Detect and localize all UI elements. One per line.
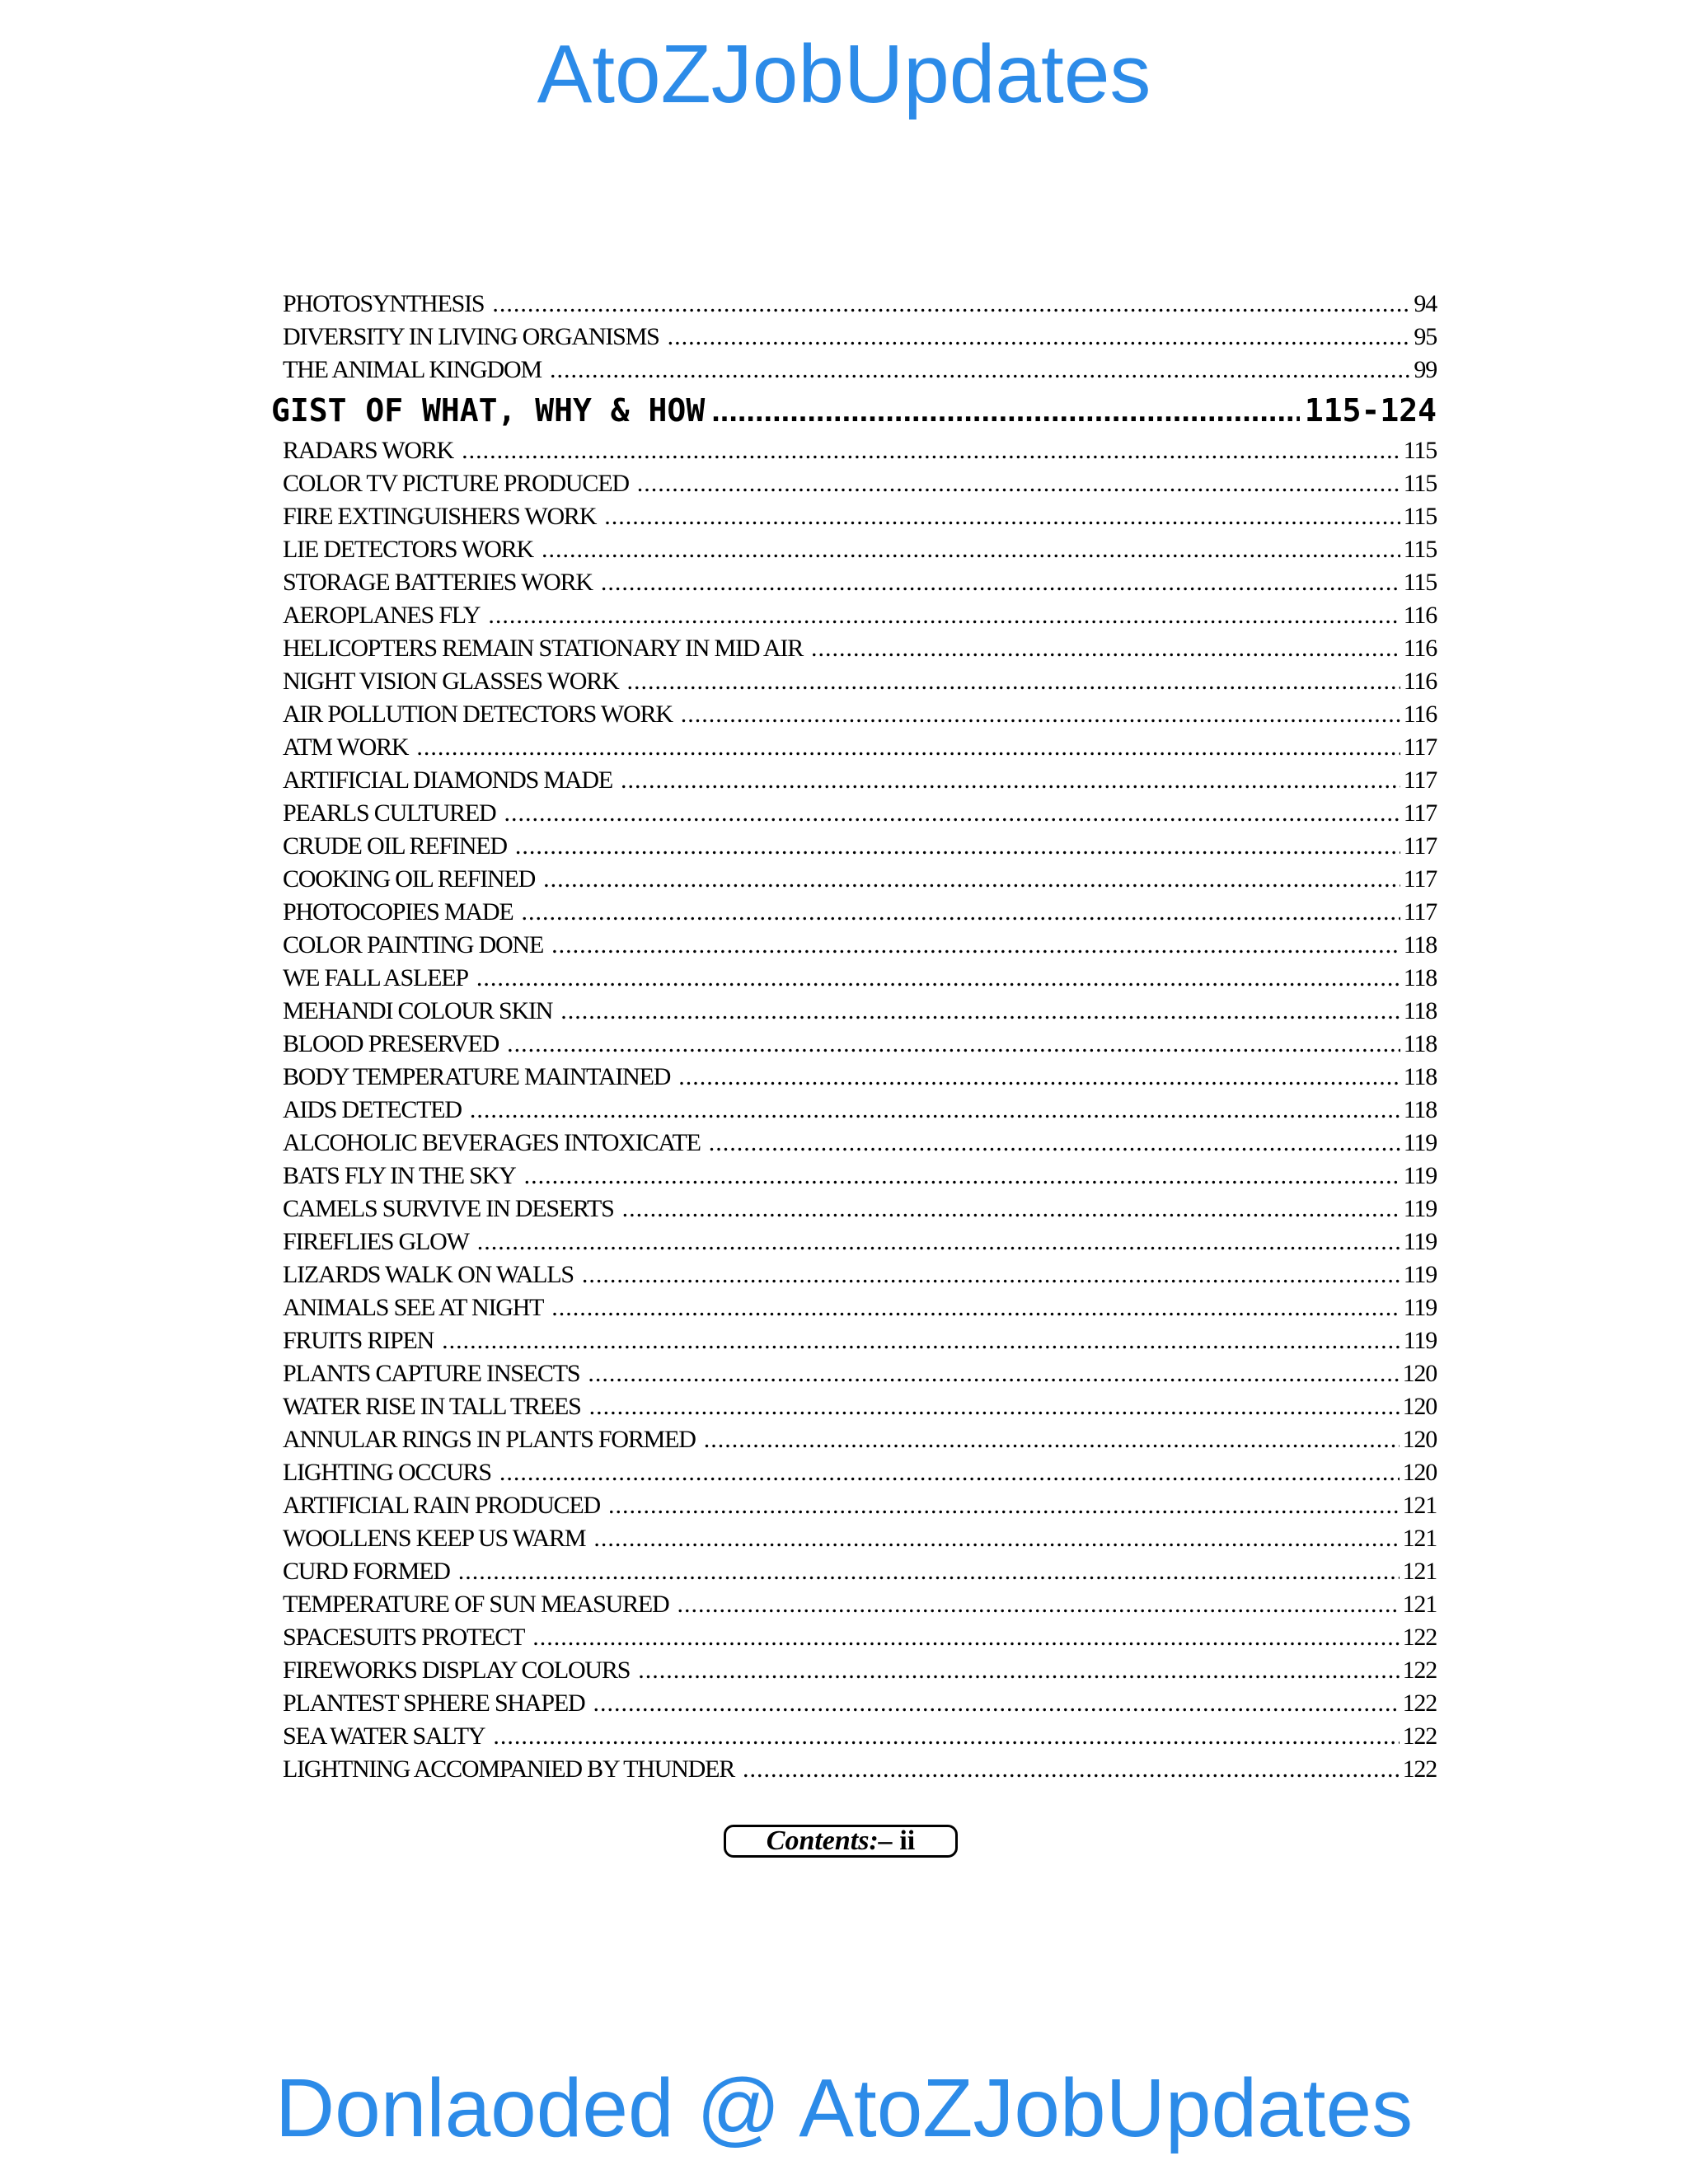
toc-entry: [283, 1624, 1437, 1657]
toc-entry-label: COLOR PAINTING DONE: [283, 931, 544, 958]
toc-dot-leader: [589, 1393, 1400, 1421]
toc-entry-page: 121: [1402, 1558, 1437, 1585]
toc-entry-label: CURD FORMED: [283, 1558, 450, 1585]
toc-dot-leader: [551, 1294, 1400, 1322]
toc-entry: [283, 1327, 1437, 1360]
toc-entry-page: 116: [1403, 602, 1437, 629]
toc-entry-label: DIVERSITY IN LIVING ORGANISMS: [283, 323, 659, 350]
toc-entry: [283, 1591, 1437, 1624]
toc-dot-leader: [507, 1030, 1400, 1058]
header-banner: AtoZJobUpdates: [537, 28, 1151, 120]
toc-dot-leader: [504, 799, 1400, 827]
toc-entry: [283, 931, 1437, 964]
toc-entry-page: 116: [1403, 668, 1437, 695]
toc-entry-page: 117: [1403, 832, 1437, 860]
toc-entry: [283, 1261, 1437, 1294]
toc-entry-label: PHOTOSYNTHESIS: [283, 290, 485, 317]
toc-entry-page: 115: [1403, 569, 1437, 596]
toc-entries-group: [283, 437, 1437, 1788]
toc-entry-page: 99: [1414, 356, 1437, 383]
toc-entry: [283, 1360, 1437, 1393]
toc-entry: [283, 602, 1437, 635]
toc-entry-label: LIGHTNING ACCOMPANIED BY THUNDER: [283, 1755, 735, 1783]
toc-entry-label: COOKING OIL REFINED: [283, 865, 536, 893]
toc-entry: [283, 1492, 1437, 1525]
toc-dot-leader: [521, 898, 1400, 926]
toc-entry: [283, 964, 1437, 997]
toc-entry-label: SPACESUITS PROTECT: [283, 1624, 525, 1651]
toc-dot-leader: [668, 323, 1411, 351]
toc-entry-label: PLANTEST SPHERE SHAPED: [283, 1690, 585, 1717]
toc-entry-page: 115: [1403, 437, 1437, 464]
toc-entry: [283, 1690, 1437, 1722]
toc-entry: [283, 323, 1437, 356]
toc-dot-leader: [627, 668, 1400, 696]
toc-entry-label: PHOTOCOPIES MADE: [283, 898, 513, 926]
toc-entry-page: 115: [1403, 503, 1437, 530]
toc-entry: [283, 1030, 1437, 1063]
toc-dot-leader: [462, 437, 1400, 465]
toc-entry: [283, 1063, 1437, 1096]
table-of-contents: [271, 290, 1437, 1788]
toc-entry: [283, 1459, 1437, 1492]
toc-entry: [283, 356, 1437, 389]
toc-entry-label: PEARLS CULTURED: [283, 799, 496, 827]
toc-dot-leader: [542, 536, 1400, 564]
toc-entry-label: ANNULAR RINGS IN PLANTS FORMED: [283, 1426, 696, 1453]
toc-dot-leader: [811, 635, 1400, 663]
toc-dot-leader: [678, 1591, 1400, 1619]
toc-entry: [283, 1195, 1437, 1228]
toc-entry-label: NIGHT VISION GLASSES WORK: [283, 668, 619, 695]
toc-entry-label: AIDS DETECTED: [283, 1096, 462, 1123]
toc-entry: [283, 799, 1437, 832]
toc-entry: [283, 1162, 1437, 1195]
toc-entry-label: FRUITS RIPEN: [283, 1327, 434, 1354]
toc-entry-page: 120: [1402, 1426, 1437, 1453]
toc-entry-page: 122: [1402, 1657, 1437, 1684]
toc-dot-leader: [515, 832, 1400, 860]
toc-entry: [283, 733, 1437, 766]
toc-entry-page: 119: [1403, 1327, 1437, 1354]
toc-entry-page: 116: [1403, 701, 1437, 728]
toc-entry: [283, 1722, 1437, 1755]
toc-dot-leader: [582, 1261, 1400, 1289]
toc-entry-label: ARTIFICIAL RAIN PRODUCED: [283, 1492, 600, 1519]
toc-entry-label: ANIMALS SEE AT NIGHT: [283, 1294, 544, 1321]
toc-entry: [283, 503, 1437, 536]
toc-entry: [283, 1525, 1437, 1558]
toc-entry-page: 119: [1403, 1195, 1437, 1222]
toc-entry-label: WOOLLENS KEEP US WARM: [283, 1525, 586, 1552]
toc-dot-leader: [477, 1228, 1400, 1256]
toc-dot-leader: [588, 1360, 1399, 1388]
toc-dot-leader: [543, 865, 1400, 893]
toc-entry-label: ATM WORK: [283, 733, 409, 761]
footer-banner: Donlaoded @ AtoZJobUpdates: [274, 2062, 1414, 2154]
toc-entry: [283, 536, 1437, 569]
toc-entry-label: THE ANIMAL KINGDOM: [283, 356, 542, 383]
toc-entry: [283, 1129, 1437, 1162]
toc-entry-page: 95: [1414, 323, 1437, 350]
toc-dot-leader: [458, 1558, 1400, 1586]
toc-entry-label: MEHANDI COLOUR SKIN: [283, 997, 553, 1024]
toc-entry: [283, 437, 1437, 470]
toc-dot-leader: [604, 503, 1400, 531]
toc-entry-label: AEROPLANES FLY: [283, 602, 481, 629]
toc-entry-label: AIR POLLUTION DETECTORS WORK: [283, 701, 673, 728]
toc-entry-page: 118: [1403, 1063, 1437, 1090]
page-label-number: ii: [899, 1825, 916, 1856]
toc-entry-page: 118: [1403, 931, 1437, 958]
toc-dot-leader: [593, 1525, 1399, 1553]
toc-entry: [283, 1096, 1437, 1129]
toc-entry-label: STORAGE BATTERIES WORK: [283, 569, 593, 596]
toc-entry: [283, 997, 1437, 1030]
toc-dot-leader: [678, 1063, 1400, 1091]
toc-entry-page: 122: [1402, 1722, 1437, 1750]
toc-dot-leader: [442, 1327, 1400, 1355]
toc-entry: [283, 470, 1437, 503]
toc-entry-page: 118: [1403, 964, 1437, 991]
toc-entry-page: 121: [1402, 1525, 1437, 1552]
toc-entry: [283, 1657, 1437, 1690]
toc-dot-leader: [493, 1722, 1399, 1750]
toc-entry-label: LIGHTING OCCURS: [283, 1459, 491, 1486]
toc-entry-page: 115: [1403, 536, 1437, 563]
toc-entry-page: 117: [1403, 733, 1437, 761]
toc-intro-group: [283, 290, 1437, 389]
toc-entry-label: TEMPERATURE OF SUN MEASURED: [283, 1591, 669, 1618]
toc-entry-label: BATS FLY IN THE SKY: [283, 1162, 516, 1189]
toc-entry-label: LIZARDS WALK ON WALLS: [283, 1261, 574, 1288]
toc-dot-leader: [704, 1426, 1400, 1454]
toc-entry: [283, 635, 1437, 668]
toc-entry-label: FIREWORKS DISPLAY COLOURS: [283, 1657, 631, 1684]
toc-dot-leader: [637, 470, 1400, 498]
toc-entry-label: BODY TEMPERATURE MAINTAINED: [283, 1063, 671, 1090]
toc-dot-leader: [416, 733, 1400, 762]
toc-entry-page: 94: [1414, 290, 1437, 317]
toc-entry: [283, 1755, 1437, 1788]
page-label: [724, 1825, 958, 1858]
toc-dot-leader: [622, 1195, 1400, 1223]
toc-entry: [283, 1426, 1437, 1459]
toc-entry-page: 121: [1402, 1492, 1437, 1519]
toc-dot-leader: [532, 1624, 1399, 1652]
toc-entry-label: WATER RISE IN TALL TREES: [283, 1393, 581, 1420]
toc-entry-label: FIREFLIES GLOW: [283, 1228, 469, 1255]
toc-dot-leader: [560, 997, 1400, 1025]
toc-dot-leader: [621, 766, 1400, 794]
toc-entry-page: 115: [1403, 470, 1437, 497]
toc-entry: [283, 832, 1437, 865]
toc-entry: [283, 1294, 1437, 1327]
toc-entry-page: 116: [1403, 635, 1437, 662]
toc-dot-leader: [476, 964, 1400, 992]
toc-entry-label: ARTIFICIAL DIAMONDS MADE: [283, 766, 612, 794]
toc-entry-page: 119: [1403, 1294, 1437, 1321]
toc-dot-leader: [499, 1459, 1400, 1487]
toc-entry-page: 119: [1403, 1261, 1437, 1288]
toc-entry-page: 120: [1402, 1393, 1437, 1420]
toc-entry: [283, 1393, 1437, 1426]
toc-entry-page: 120: [1402, 1360, 1437, 1387]
toc-entry: [283, 1558, 1437, 1591]
toc-dot-leader: [488, 602, 1400, 630]
toc-entry-label: RADARS WORK: [283, 437, 454, 464]
toc-entry: [283, 569, 1437, 602]
toc-entry-label: BLOOD PRESERVED: [283, 1030, 499, 1057]
toc-entry: [283, 1228, 1437, 1261]
toc-entry-label: COLOR TV PICTURE PRODUCED: [283, 470, 629, 497]
toc-entry-label: LIE DETECTORS WORK: [283, 536, 533, 563]
toc-entry-label: ALCOHOLIC BEVERAGES INTOXICATE: [283, 1129, 701, 1156]
toc-dot-leader: [638, 1657, 1399, 1685]
toc-entry-page: 119: [1403, 1162, 1437, 1189]
page-label-text: Contents:–: [766, 1825, 893, 1856]
toc-dot-leader: [743, 1755, 1400, 1783]
toc-entry-label: FIRE EXTINGUISHERS WORK: [283, 503, 597, 530]
toc-entry-page: 119: [1403, 1228, 1437, 1255]
toc-dot-leader: [524, 1162, 1400, 1190]
toc-entry-page: 117: [1403, 865, 1437, 893]
toc-entry-page: 118: [1403, 997, 1437, 1024]
toc-entry-label: SEA WATER SALTY: [283, 1722, 485, 1750]
toc-dot-leader: [601, 569, 1400, 597]
toc-entry-page: 118: [1403, 1030, 1437, 1057]
toc-dot-leader: [681, 701, 1400, 729]
toc-entry-page: 117: [1403, 766, 1437, 794]
toc-entry: [283, 766, 1437, 799]
section-page-range: 115-124: [1304, 392, 1437, 429]
toc-entry-page: 122: [1402, 1755, 1437, 1783]
section-dot-leader: [711, 394, 1300, 429]
toc-dot-leader: [608, 1492, 1400, 1520]
toc-entry-label: PLANTS CAPTURE INSECTS: [283, 1360, 580, 1387]
toc-entry-page: 122: [1402, 1690, 1437, 1717]
toc-dot-leader: [550, 356, 1410, 384]
toc-entry-page: 119: [1403, 1129, 1437, 1156]
toc-entry-page: 121: [1402, 1591, 1437, 1618]
toc-entry-label: CAMELS SURVIVE IN DESERTS: [283, 1195, 614, 1222]
toc-entry: [283, 701, 1437, 733]
toc-entry-page: 117: [1403, 799, 1437, 827]
toc-entry-page: 122: [1402, 1624, 1437, 1651]
toc-entry: [283, 668, 1437, 701]
toc-entry-label: WE FALL ASLEEP: [283, 964, 468, 991]
toc-dot-leader: [551, 931, 1400, 959]
toc-dot-leader: [470, 1096, 1400, 1124]
toc-entry-label: CRUDE OIL REFINED: [283, 832, 507, 860]
toc-dot-leader: [593, 1690, 1399, 1718]
toc-entry-page: 120: [1402, 1459, 1437, 1486]
toc-dot-leader: [492, 290, 1410, 318]
toc-entry-page: 118: [1403, 1096, 1437, 1123]
toc-entry: [283, 290, 1437, 323]
toc-entry-page: 117: [1403, 898, 1437, 926]
toc-entry-label: HELICOPTERS REMAIN STATIONARY IN MID AIR: [283, 635, 803, 662]
toc-entry: [283, 865, 1437, 898]
section-title: GIST OF WHAT, WHY & HOW: [271, 392, 706, 429]
toc-dot-leader: [709, 1129, 1400, 1157]
toc-entry: [283, 898, 1437, 931]
section-heading: [271, 392, 1437, 435]
